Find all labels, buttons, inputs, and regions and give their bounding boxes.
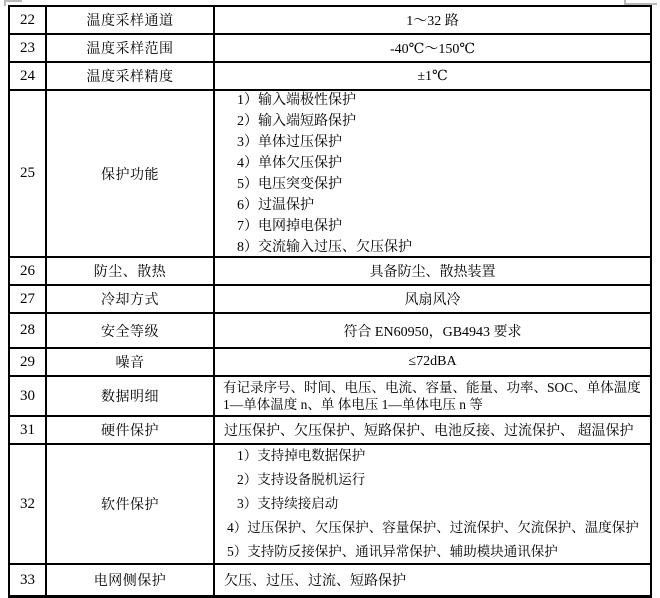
table-row (10, 286, 650, 314)
list-item: 3）单体过压保护 (237, 134, 342, 150)
row-number-cell: 25 (10, 91, 47, 256)
row-label-cell: 温度采样通道 (47, 7, 215, 33)
table-row (10, 417, 650, 445)
list-item: 5）支持防反接保护、通讯异常保护、辅助模块通讯保护 (227, 544, 558, 559)
row-value-cell (215, 91, 650, 256)
table-row (10, 258, 650, 286)
row-number-cell: 31 (10, 417, 47, 443)
table-row (10, 91, 650, 258)
row-value-cell: ≤72dBA (408, 354, 457, 369)
list-item: 2）输入端短路保护 (237, 113, 356, 129)
row-number-cell: 22 (10, 7, 47, 33)
row-label-cell: 冷却方式 (47, 286, 215, 312)
table-row (10, 35, 650, 63)
row-value-cell: 具备防尘、散热装置 (369, 265, 496, 280)
row-number-cell: 28 (10, 314, 47, 347)
table-row (10, 445, 650, 565)
row-number-cell: 24 (10, 63, 47, 89)
row-value-cell (215, 377, 650, 415)
list-item: 5）电压突变保护 (237, 176, 342, 192)
row-value-cell: 1～32 路 (406, 14, 459, 29)
table-row (10, 63, 650, 91)
row-label-cell: 电网侧保护 (47, 565, 215, 595)
table-row (10, 377, 650, 417)
row-number-cell: 27 (10, 286, 47, 312)
row-number-cell: 23 (10, 35, 47, 61)
row-label-cell: 硬件保护 (47, 417, 215, 443)
list-item: 6）过温保护 (237, 197, 314, 213)
cut-cell-fragment-top-left (4, 0, 22, 2)
row-value-cell: ±1℃ (417, 68, 448, 84)
list-item: 2）支持设备脱机运行 (237, 472, 366, 487)
table-row (10, 7, 650, 35)
row-label-cell: 温度采样精度 (47, 63, 215, 89)
list-item: 4）单体欠压保护 (237, 155, 342, 171)
row-value-cell: -40℃～150℃ (390, 42, 475, 57)
list-item: 7）电网掉电保护 (237, 218, 342, 234)
table-row (10, 314, 650, 349)
value-line: 1—单体温度 n、单 体电压 1—单体电压 n 等 (223, 397, 483, 412)
row-number-cell: 32 (10, 445, 47, 563)
table-row (10, 565, 650, 595)
row-value-cell: 欠压、过压、过流、短路保护 (224, 574, 406, 589)
row-label-cell: 软件保护 (47, 445, 215, 563)
list-item: 1）输入端极性保护 (237, 92, 356, 108)
list-item: 4）过压保护、欠压保护、容量保护、过流保护、欠流保护、温度保护 (227, 520, 639, 535)
row-label-cell: 防尘、散热 (47, 258, 215, 284)
row-number-cell: 33 (10, 565, 47, 595)
row-value-cell: 过压保护、欠压保护、短路保护、电池反接、过流保护、 超温保护 (224, 424, 634, 439)
spec-table (8, 5, 652, 598)
list-item: 3）支持续接启动 (237, 496, 339, 511)
table-row (10, 349, 650, 377)
row-label-cell: 温度采样范围 (47, 35, 215, 61)
row-label-cell: 噪音 (47, 349, 215, 375)
row-value-cell: 符合 EN60950，GB4943 要求 (343, 324, 522, 340)
row-number-cell: 29 (10, 349, 47, 375)
list-item: 8）交流输入过压、欠压保护 (237, 239, 412, 255)
row-value-cell (215, 445, 650, 563)
row-label-cell: 安全等级 (47, 314, 215, 347)
row-number-cell: 30 (10, 377, 47, 415)
row-number-cell: 26 (10, 258, 47, 284)
row-label-cell: 数据明细 (47, 377, 215, 415)
list-item: 1）支持掉电数据保护 (237, 448, 366, 463)
row-value-cell: 风扇风冷 (404, 293, 461, 308)
value-line: 有记录序号、时间、电压、电流、容量、能量、功率、SOC、单体温度 (223, 380, 641, 395)
row-label-cell: 保护功能 (47, 91, 215, 256)
